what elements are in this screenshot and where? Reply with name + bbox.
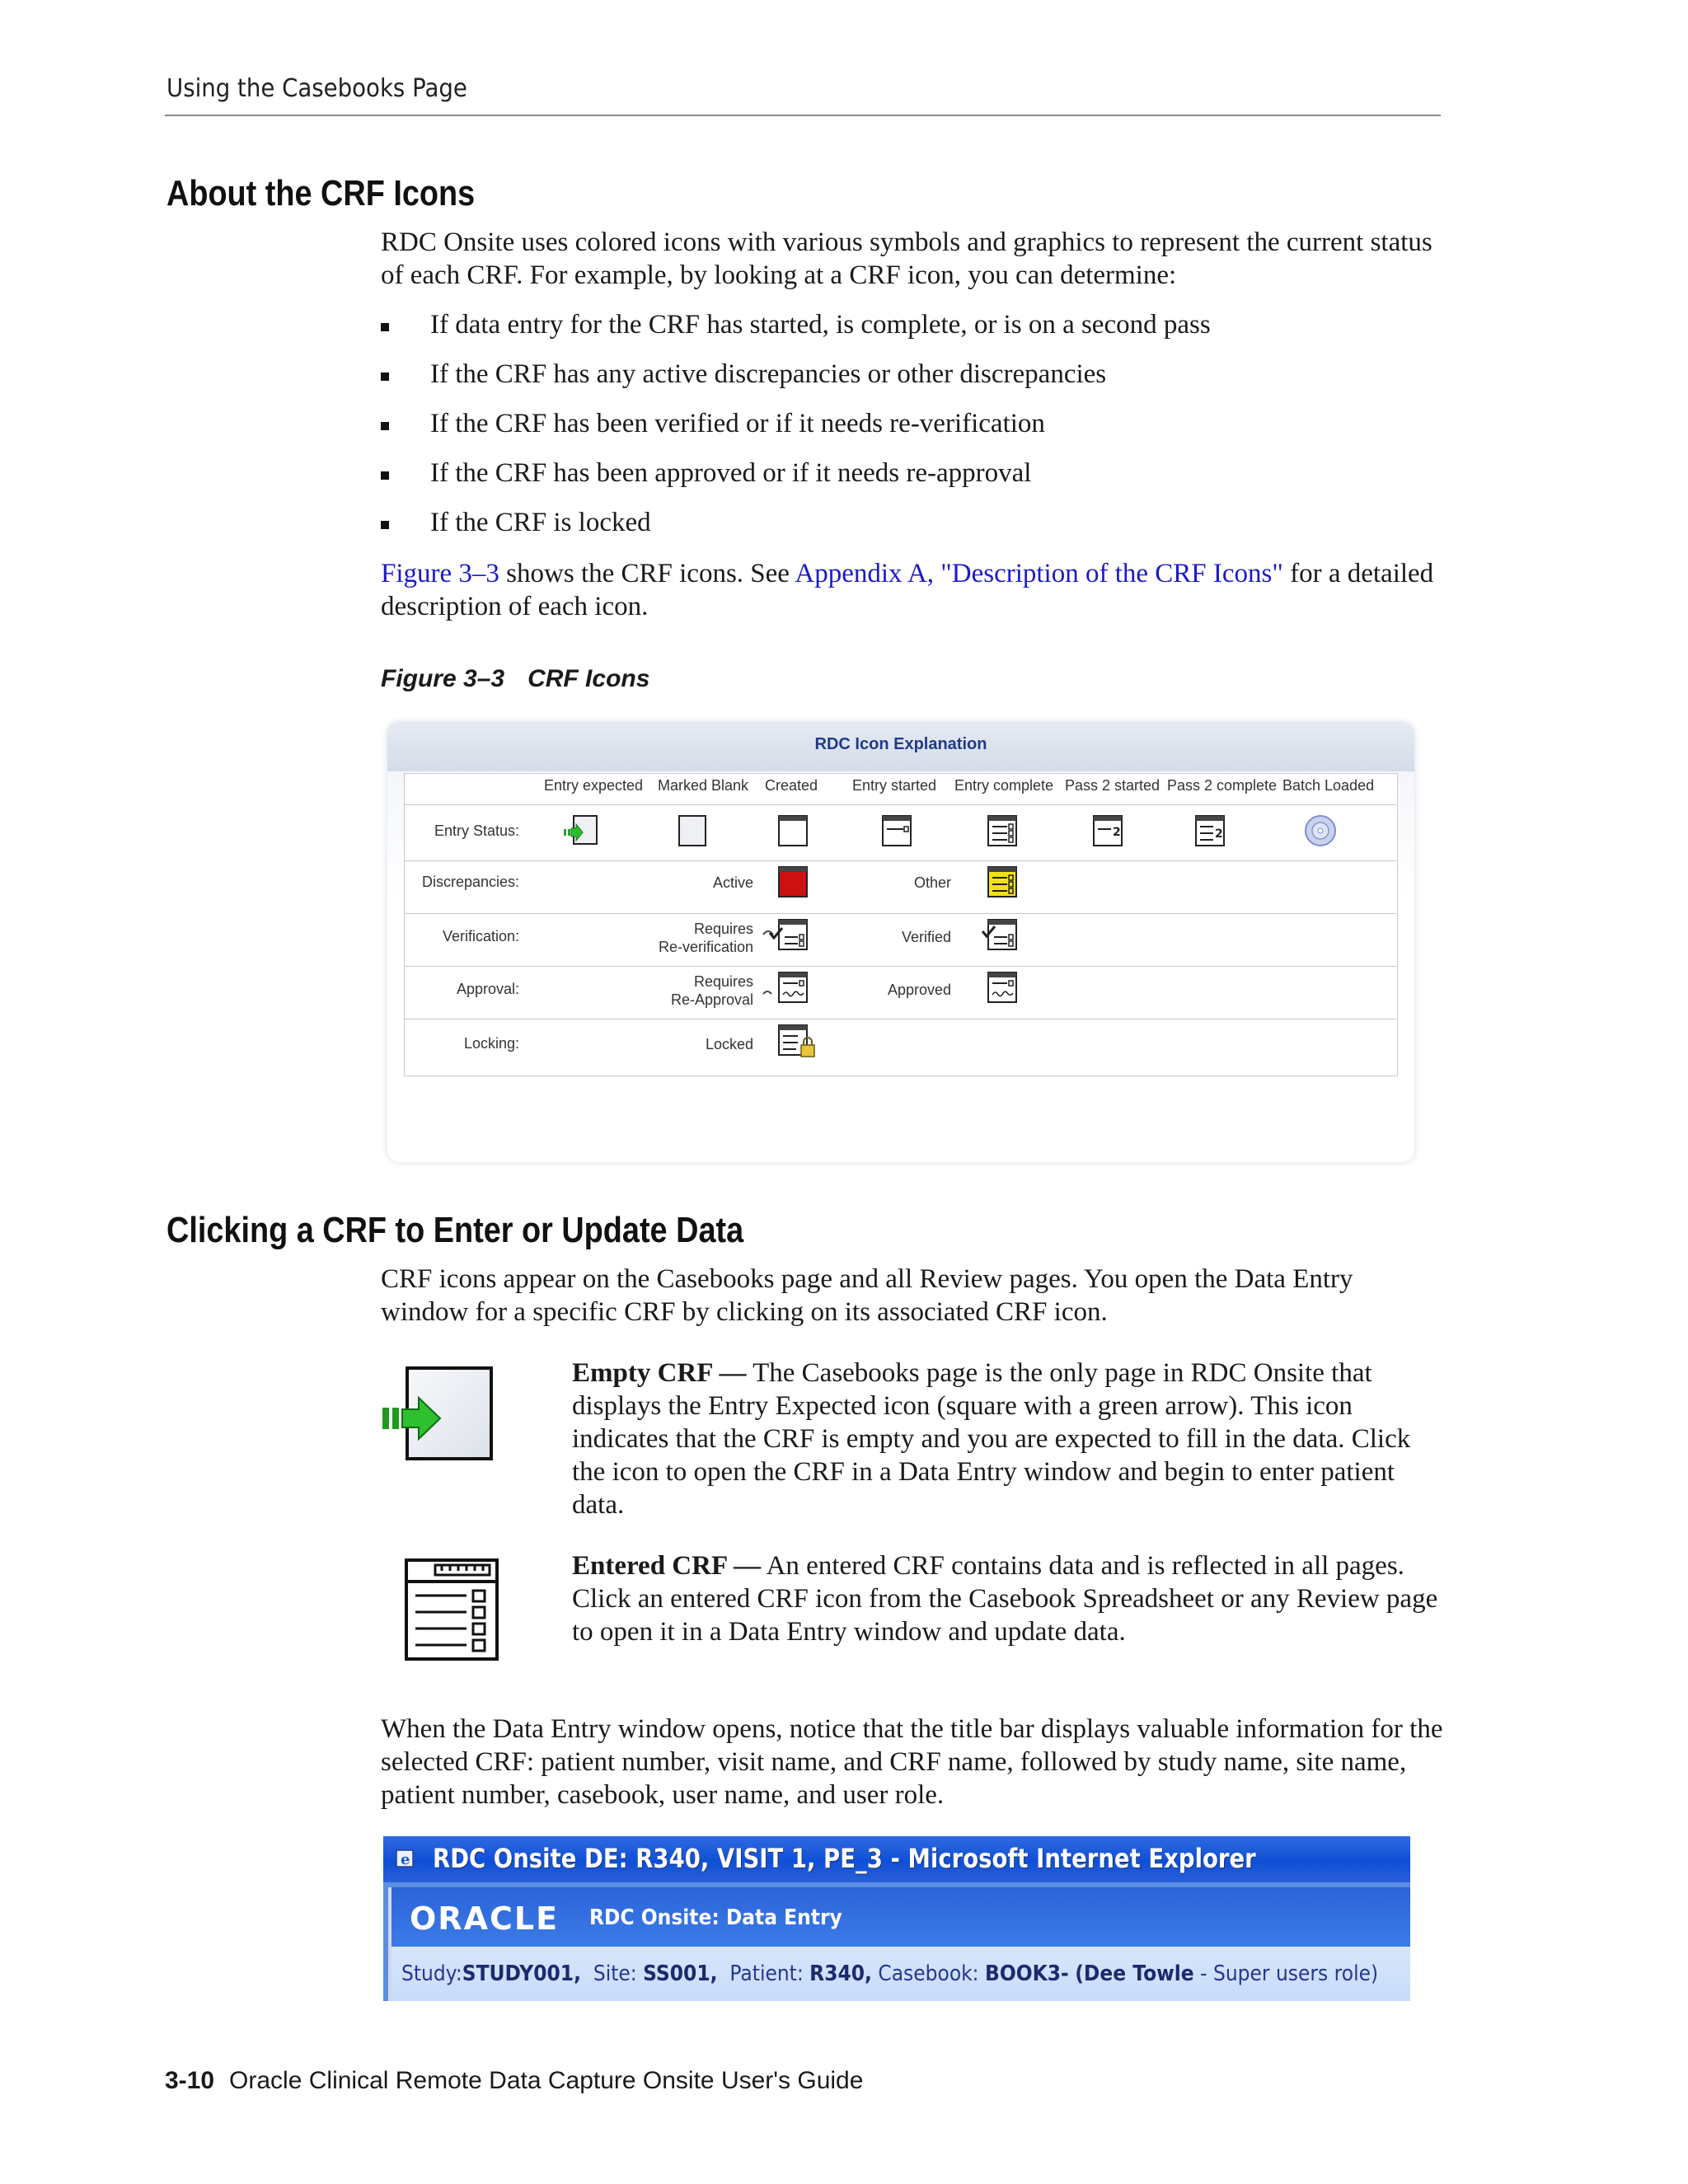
figure-link[interactable]: Figure 3–3 — [381, 559, 499, 588]
casebook-value: BOOK3- — [985, 1961, 1069, 1986]
figure-title: RDC Icon Explanation — [814, 735, 987, 753]
entered-crf-description — [572, 1549, 1446, 1648]
requires-text: Requires — [693, 921, 753, 937]
entry-expected-large-icon[interactable] — [381, 1365, 496, 1464]
oracle-logo: ORACLE — [410, 1900, 560, 1937]
user-name: Dee Towle — [1083, 1961, 1194, 1986]
requires-reverification-label — [618, 920, 753, 956]
patient-label: Patient: — [729, 1961, 804, 1986]
list-item: If the CRF has been verified or if it needs re-verification — [381, 407, 1211, 457]
table-rule — [404, 804, 1396, 805]
section-heading-clicking-crf: Clicking a CRF to Enter or Update Data — [166, 1210, 744, 1250]
section-heading-crf-icons: About the CRF Icons — [166, 173, 476, 213]
row-verification: Verification: — [442, 928, 519, 944]
row-discrepancies: Discrepancies: — [421, 874, 519, 890]
page-number: 3-10 — [165, 2067, 215, 2094]
svg-text:2: 2 — [1113, 826, 1121, 839]
batch-loaded-icon[interactable] — [1302, 813, 1339, 849]
site-label: Site: — [593, 1961, 637, 1986]
other-label: Other — [913, 874, 951, 891]
col-pass2-complete: Pass 2 complete — [1167, 777, 1278, 794]
list-item: If the CRF is locked — [381, 506, 1211, 555]
entered-crf-large-icon[interactable] — [404, 1558, 499, 1661]
col-created: Created — [765, 777, 818, 794]
table-rule — [404, 913, 1396, 914]
col-marked-blank: Marked Blank — [658, 777, 749, 794]
figure-number: Figure 3–3 — [381, 665, 505, 692]
marked-blank-icon[interactable] — [674, 813, 710, 849]
entry-complete-icon[interactable] — [984, 813, 1020, 849]
title-bar-paragraph: When the Data Entry window opens, notice that the title bar displays valuable information for the selected CRF: patient number, visit name, and CRF name, followed by study name, site name, patient number, casebook, user name, and user role. — [381, 1714, 1443, 1810]
appendix-link[interactable]: Appendix A, "Description of the CRF Icons" — [795, 559, 1283, 588]
requires-reverification-icon[interactable] — [762, 916, 814, 953]
window-title: RDC Onsite DE: R340, VISIT 1, PE_3 - Microsoft Internet Explorer — [433, 1843, 1256, 1874]
casebook-label: Casebook: — [878, 1961, 979, 1986]
intro-paragraph: RDC Onsite uses colored icons with various symbols and graphics to represent the current status of each CRF. For example, by looking at a CRF icon, you can determine: — [381, 227, 1432, 290]
app-title: RDC Onsite: Data Entry — [589, 1905, 842, 1930]
reapproval-text: Re-Approval — [670, 991, 753, 1008]
pass2-started-icon[interactable] — [1090, 813, 1126, 849]
entered-crf-title: Entered CRF — — [572, 1551, 762, 1581]
user-role: - Super users role) — [1193, 1961, 1379, 1986]
crf-icon-figure — [387, 722, 1414, 1162]
active-label: Active — [712, 874, 753, 891]
reference-text: shows the CRF icons. See — [499, 559, 795, 588]
row-locking: Locking: — [463, 1035, 519, 1052]
pass2-complete-icon[interactable] — [1192, 813, 1228, 849]
internet-explorer-icon — [395, 1848, 416, 1869]
created-icon[interactable] — [775, 813, 811, 849]
svg-text:e: e — [401, 1851, 410, 1868]
page-footer — [165, 2067, 863, 2095]
reference-text-end: for a detailed description of each icon. — [381, 559, 1434, 621]
col-entry-expected: Entry expected — [544, 777, 644, 794]
entry-started-icon[interactable] — [879, 813, 915, 849]
status-list — [381, 308, 1211, 555]
verified-label: Verified — [901, 929, 951, 945]
empty-crf-text: The Casebooks page is the only page in RDC Onsite that displays the Entry Expected icon (square with a green arrow). This icon indicates that the CRF is empty and you are expected to fill in the data. Click the icon to open the CRF in a Data Entry window and begin to enter patient data. — [572, 1358, 1411, 1520]
requires-reapproval-icon[interactable] — [757, 969, 814, 1005]
other-discrepancy-icon[interactable] — [984, 864, 1020, 900]
entry-expected-icon[interactable] — [562, 813, 600, 849]
col-pass2-started: Pass 2 started — [1065, 777, 1160, 794]
header-rule — [165, 115, 1441, 116]
list-item: If the CRF has any active discrepancies or other discrepancies — [381, 358, 1211, 407]
locked-icon[interactable] — [775, 1022, 819, 1060]
table-rule — [404, 966, 1396, 967]
empty-crf-title: Empty CRF — — [572, 1358, 747, 1388]
active-discrepancy-icon[interactable] — [775, 864, 811, 900]
book-title: Oracle Clinical Remote Data Capture Onsite User's Guide — [229, 2067, 864, 2094]
svg-text:2: 2 — [1215, 827, 1223, 841]
table-rule — [404, 860, 1396, 861]
requires-text: Requires — [693, 973, 753, 990]
context-info — [401, 1961, 1378, 1986]
study-label: Study: — [401, 1961, 462, 1986]
requires-reapproval-label — [618, 972, 753, 1009]
section2-intro: CRF icons appear on the Casebooks page and all Review pages. You open the Data Entry window for a specific CRF by clicking on its associated CRF icon. — [381, 1264, 1353, 1327]
list-item: If the CRF has been approved or if it needs re-approval — [381, 457, 1211, 506]
patient-value: R340, — [809, 1961, 872, 1986]
study-value: STUDY001, — [462, 1961, 581, 1986]
data-entry-window-screenshot — [383, 1836, 1410, 2001]
entered-crf-text: An entered CRF contains data and is reflected in all pages. Click an entered CRF icon from the Casebook Spreadsheet or any Review page to open it in a Data Entry window and update data. — [572, 1551, 1438, 1647]
verified-icon[interactable] — [981, 916, 1020, 953]
site-value: SS001, — [643, 1961, 718, 1986]
running-header: Using the Casebooks Page — [166, 74, 467, 103]
locked-label: Locked — [705, 1036, 753, 1052]
figure-reference-paragraph — [381, 557, 1444, 623]
figure-caption — [381, 665, 649, 693]
table-rule — [404, 773, 1396, 774]
row-entry-status: Entry Status: — [434, 823, 519, 839]
col-entry-complete: Entry complete — [954, 777, 1054, 794]
figure-caption-text: CRF Icons — [528, 665, 650, 692]
user-paren: ( — [1075, 1961, 1084, 1986]
approved-label: Approved — [887, 982, 951, 998]
reverification-text: Re-verification — [658, 939, 753, 955]
col-batch-loaded: Batch Loaded — [1282, 777, 1375, 794]
row-approval: Approval: — [456, 981, 519, 997]
col-entry-started: Entry started — [852, 777, 937, 794]
list-item: If data entry for the CRF has started, is complete, or is on a second pass — [381, 308, 1211, 358]
empty-crf-description — [572, 1357, 1437, 1521]
approved-icon[interactable] — [984, 969, 1020, 1005]
